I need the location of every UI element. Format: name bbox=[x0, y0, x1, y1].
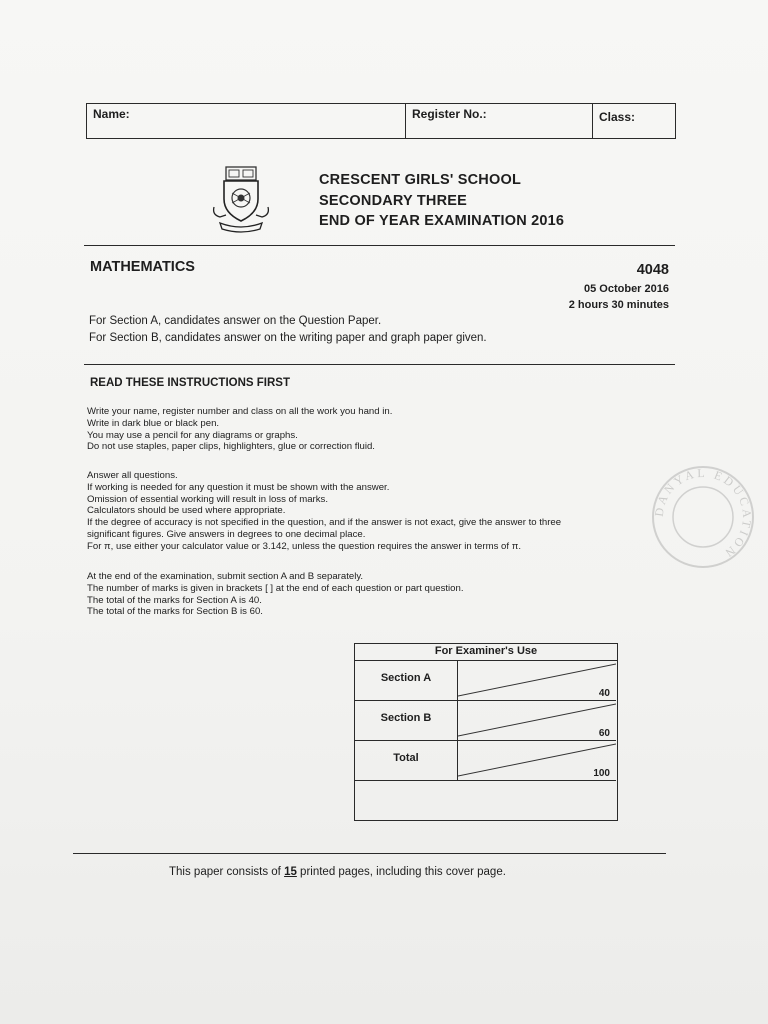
divider bbox=[84, 364, 675, 365]
school-level: SECONDARY THREE bbox=[319, 192, 468, 209]
row-label: Section B bbox=[355, 700, 458, 740]
score-cell-diagonal[interactable] bbox=[458, 700, 616, 740]
examiners-use-heading: For Examiner's Use bbox=[355, 644, 617, 661]
score-cell-diagonal[interactable] bbox=[458, 740, 616, 780]
watermark-text: DANYAL EDUCATION bbox=[651, 465, 755, 562]
register-label: Register No.: bbox=[412, 107, 487, 121]
divider bbox=[73, 853, 666, 854]
footer-suffix: printed pages, including this cover page. bbox=[296, 866, 506, 878]
instruction-line: The total of the marks for Section B is 60. bbox=[87, 606, 263, 618]
row-max-mark: 60 bbox=[598, 728, 610, 739]
section-b-note: For Section B, candidates answer on the writing paper and graph paper given. bbox=[89, 332, 487, 344]
examiners-use-table bbox=[354, 643, 618, 821]
instructions-group-2 bbox=[87, 470, 561, 553]
score-cell-diagonal[interactable] bbox=[458, 660, 616, 700]
school-name: CRESCENT GIRLS' SCHOOL bbox=[319, 172, 521, 188]
instruction-line: For π, use either your calculator value or 3.142, unless the question requires the answer in terms of π. bbox=[87, 540, 521, 552]
name-label: Name: bbox=[93, 107, 130, 121]
name-field[interactable] bbox=[87, 104, 406, 138]
instruction-line: Write your name, register number and class on all the work you hand in. bbox=[87, 406, 393, 417]
instructions-group-3 bbox=[87, 571, 464, 618]
exam-date: 05 October 2016 bbox=[584, 283, 669, 295]
instruction-line: Omission of essential working will result in loss of marks. bbox=[87, 493, 328, 505]
instruction-line: If the degree of accuracy is not specified in the question, and if the answer is not exact, give the answer to three bbox=[87, 517, 562, 529]
page-count-note bbox=[169, 866, 506, 878]
table-row bbox=[355, 740, 616, 781]
row-label: Total bbox=[355, 740, 458, 780]
instruction-line: You may use a pencil for any diagrams or graphs. bbox=[87, 429, 298, 441]
page-count: 15 bbox=[284, 866, 297, 878]
instruction-line: significant figures. Give answers in degrees to one decimal place. bbox=[87, 528, 366, 540]
row-max-mark: 40 bbox=[598, 688, 610, 699]
instruction-line: Calculators should be used where appropriate. bbox=[87, 505, 286, 517]
row-max-mark: 100 bbox=[593, 768, 610, 779]
watermark-stamp-icon bbox=[648, 462, 758, 572]
class-label: Class: bbox=[599, 110, 636, 124]
register-field[interactable] bbox=[406, 104, 593, 138]
exam-name: END OF YEAR EXAMINATION 2016 bbox=[319, 213, 565, 229]
instruction-line: At the end of the examination, submit section A and B separately. bbox=[87, 571, 364, 582]
instruction-line: Write in dark blue or black pen. bbox=[87, 417, 220, 429]
instruction-line: The number of marks is given in brackets [ ] at the end of each question or part question. bbox=[87, 582, 464, 594]
section-a-note: For Section A, candidates answer on the Question Paper. bbox=[89, 315, 382, 327]
instruction-line: Answer all questions. bbox=[87, 470, 178, 481]
instruction-line: Do not use staples, paper clips, highlighters, glue or correction fluid. bbox=[87, 441, 375, 453]
paper-code: 4048 bbox=[636, 262, 669, 278]
candidate-info-table bbox=[86, 103, 676, 139]
instructions-heading: READ THESE INSTRUCTIONS FIRST bbox=[90, 377, 290, 389]
exam-duration: 2 hours 30 minutes bbox=[568, 299, 669, 311]
table-row bbox=[355, 700, 616, 741]
table-row bbox=[355, 660, 616, 701]
instructions-group-1 bbox=[87, 406, 392, 453]
school-crest-icon bbox=[210, 165, 272, 233]
divider bbox=[84, 245, 675, 246]
subject-title: MATHEMATICS bbox=[90, 259, 195, 275]
school-title-block bbox=[319, 170, 564, 232]
class-field[interactable] bbox=[593, 104, 675, 138]
footer-prefix: This paper consists of bbox=[169, 866, 285, 878]
instruction-line: The total of the marks for Section A is 40. bbox=[87, 594, 262, 606]
row-label: Section A bbox=[355, 660, 458, 700]
instruction-line: If working is needed for any question it must be shown with the answer. bbox=[87, 481, 390, 493]
